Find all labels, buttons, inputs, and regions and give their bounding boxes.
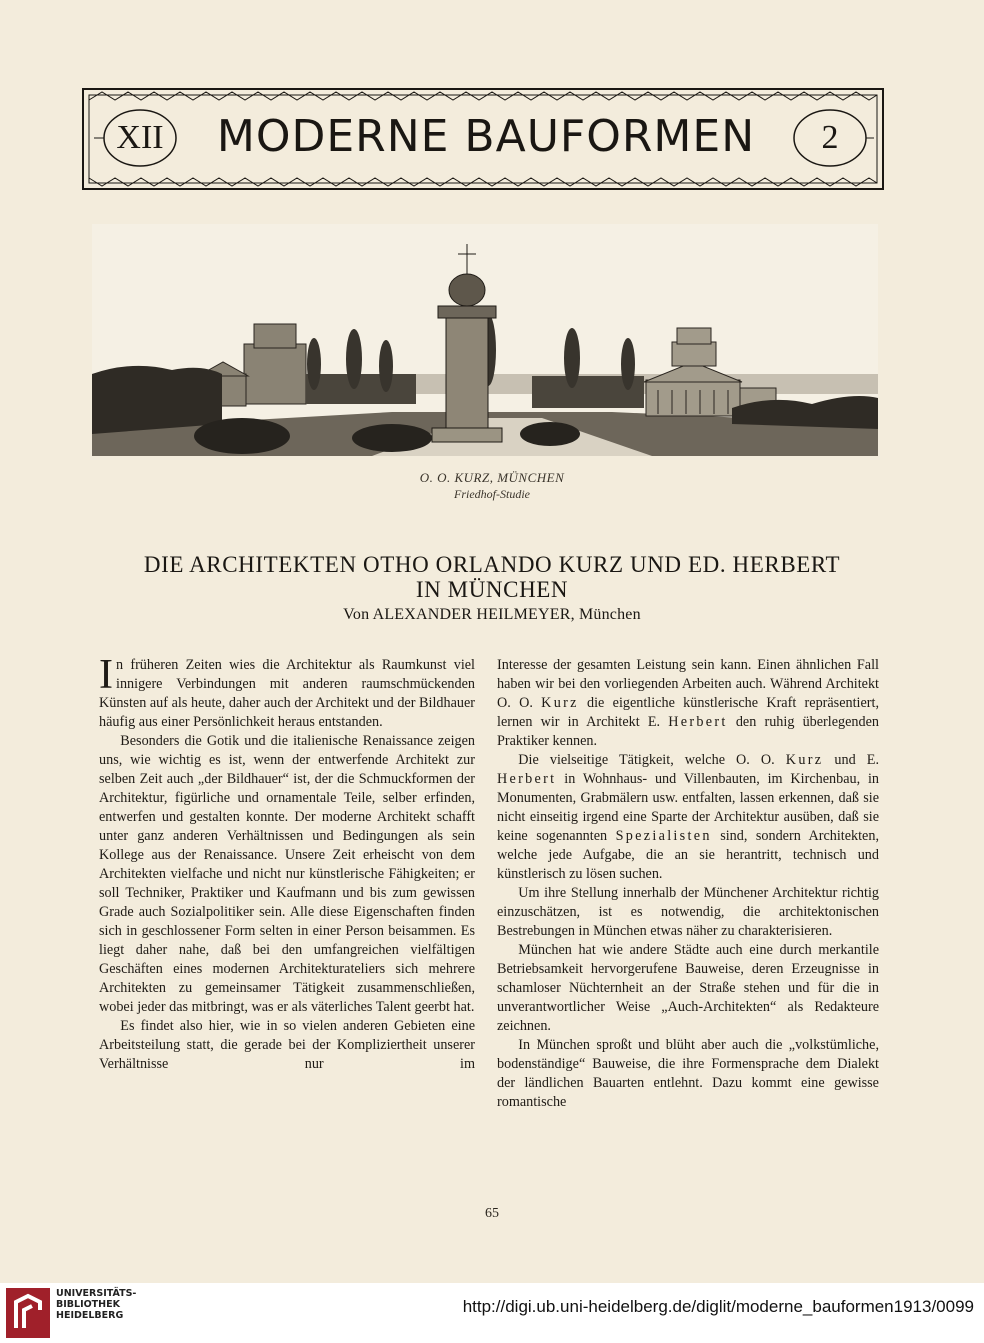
institution-line: UNIVERSITÄTS- [56, 1288, 137, 1299]
text-run: Interesse der gesamten Leistung sein kann. Einen ähnlichen Fall haben wir bei den vorliegenden Arbeiten auch. Während Architekt O. O. [497, 657, 879, 711]
library-footer [0, 1283, 984, 1343]
name-kurz: Kurz [785, 752, 824, 768]
paragraph [497, 751, 879, 884]
page-number: 65 [485, 1206, 499, 1221]
plate-subject: Friedhof-Studie [454, 487, 530, 501]
plate-credit: O. O. KURZ, MÜNCHEN [419, 470, 565, 485]
name-herbert: Herbert [497, 771, 557, 787]
article-byline: Von ALEXANDER HEILMEYER, München [343, 606, 641, 623]
article-title-line1: DIE ARCHITEKTEN OTHO ORLANDO KURZ UND ED. HERBERT [143, 552, 841, 577]
text-run: sind, sondern Architekten, welche jede Aufgabe, die an sie herantritt, technisch und künstlerisch zu lösen suchen. [497, 828, 879, 882]
paragraph: Um ihre Stellung innerhalb der Münchener Architektur richtig einzuschätzen, ist es notwendig, die architektonischen Bestrebungen in München etwas näher zu charakterisieren. [497, 885, 879, 939]
paragraph: München hat wie andere Städte auch eine durch merkantile Betriebsamkeit hervorgerufene Bauweise, deren Erzeugnisse in schamloser Nüchternheit an der Straße stehen und für die in unverantwortlicher Weise „Auch-Architekten“ als Redakteure zeichnen. [497, 942, 879, 1034]
paragraph: Es findet also hier, wie in so vielen anderen Gebieten eine Arbeitsteilung statt, die gerade bei der Kompliziertheit unserer Verhältnisse nur im [99, 1018, 475, 1072]
text-run: und E. [823, 752, 879, 768]
drop-cap: I [99, 652, 113, 698]
text-column-right [497, 656, 879, 1112]
paragraph: Besonders die Gotik und die italienische Renaissance zeigen uns, wie wichtig es ist, wenn der entwerfende Architekt zur selben Zeit auch „der Bildhauer“ ist, der die Schmuckformen der Architektur, figürliche und ornamentale Teile, selber erfinden, entwerfen und gestalten konnte. Der moderne Architekt schafft unter ganz anderen Verhältnissen und Bedingungen als sein Kollege aus der Renaissance. Unsere Zeit erheischt von dem Architekten vielfache und nicht nur künstlerische Fähigkeiten; er soll Techniker, Praktiker und Kaufmann und bis zum gewissen Grade auch Sozialpolitiker sein. Alle diese Eigenschaften finden sich in geschlossener Form selten in einer Person beisammen. Es liegt daher nahe, daß bei den umfangreichen vielfältigen Geschäften eines modernen Architekturateliers sich mehrere Architekten zu gemeinsamer Tätigkeit zusammenschließen, wobei jeder das mitbringt, was er als väterliches Talent geerbt hat. [99, 733, 475, 1015]
name-kurz: Kurz [541, 695, 579, 711]
masthead [82, 88, 884, 190]
paragraph [497, 656, 879, 751]
cemetery-study-drawing [92, 224, 878, 456]
text-run: den ruhig überlegenden Praktiker kennen. [497, 714, 879, 749]
volume-number: XII [116, 119, 164, 156]
text-run: die eigentliche künstlerische Kraft repräsentiert, lernen wir in Architekt E. [497, 695, 879, 730]
paragraph: In München sproßt und blüht aber auch die „volkstümliche, bodenständige“ Bauweise, die ihre Formensprache dem Dialekt der ländlichen Bauarten entlehnt. Dazu kommt eine gewisse romantische [497, 1037, 879, 1110]
text-run: Die vielseitige Tätigkeit, welche O. O. [518, 752, 786, 768]
issue-number: 2 [821, 119, 839, 156]
institution-name [56, 1288, 136, 1321]
word-spezialisten: Spezialisten [615, 828, 712, 844]
institution-line: BIBLIOTHEK [56, 1299, 120, 1310]
paragraph [99, 652, 475, 732]
article-title-line2: IN MÜNCHEN [415, 577, 569, 602]
university-library-logo-icon [6, 1288, 50, 1338]
journal-title: MODERNE BAUFORMEN [216, 111, 756, 162]
institution-line: HEIDELBERG [56, 1310, 124, 1321]
source-url-link[interactable]: http://digi.ub.uni-heidelberg.de/diglit/moderne_bauformen1913/0099 [462, 1297, 974, 1316]
text-column-left [99, 652, 475, 1074]
name-herbert: Herbert [668, 714, 728, 730]
paragraph-text: n früheren Zeiten wies die Architektur als Raumkunst viel innigere Verbindungen mit anderen raumschmückenden Künsten auf als heute, daher auch der Architekt und der Bildhauer häufig aus einer Persönlichkeit heraus entstanden. [99, 657, 475, 730]
illustration-plate [92, 224, 878, 456]
text-run: in Wohnhaus- und Villenbauten, im Kirchenbau, in Monumenten, Grabmälern usw. entfalten, lassen erkennen, daß sie nicht einseitig irgend eine Sparte der Architektur ausüben, daß sie keine sogenannten [497, 771, 879, 844]
